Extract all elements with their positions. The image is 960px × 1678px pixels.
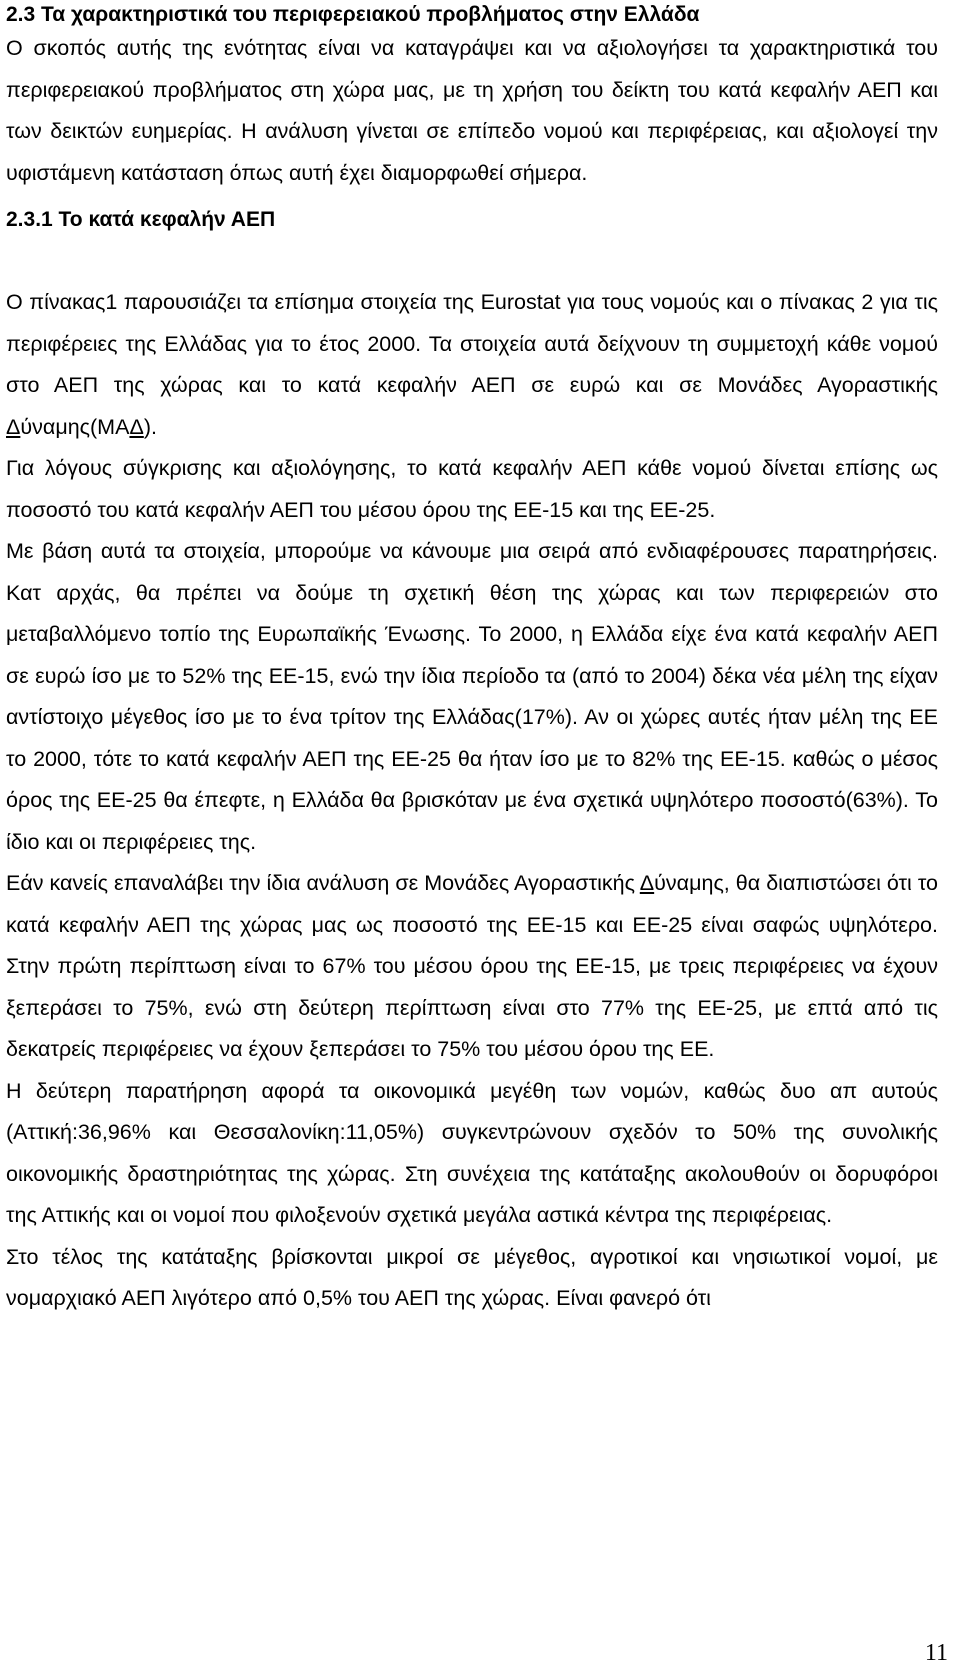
paragraph-6: Στο τέλος της κατάταξης βρίσκονται μικροί σε μέγεθος, αγροτικοί και νησιωτικοί νομοί, με νομαρχιακό ΑΕΠ λιγότερο από 0,5% του ΑΕΠ της χώρας. Είναι φανερό ότι <box>6 1244 938 1310</box>
paragraph-2: Για λόγους σύγκρισης και αξιολόγησης, το κατά κεφαλήν ΑΕΠ κάθε νομού δίνεται επίσης ως ποσοστό του κατά κεφαλήν ΑΕΠ του μέσου όρου της ΕΕ-15 και της ΕΕ-25. <box>6 456 938 522</box>
subsection-title: 2.3.1 Το κατά κεφαλήν ΑΕΠ <box>6 208 276 231</box>
paragraph-4-underlined: Δ <box>639 871 655 895</box>
paragraph-3: Με βάση αυτά τα στοιχεία, μπορούμε να κάνουμε μια σειρά από ενδιαφέρουσες παρατηρήσεις. Κατ αρχάς, θα πρέπει να δούμε τη σχετική θέση της χώρας και των περιφερειών στο μεταβαλλόμενο τοπίο της Ευρωπαϊκής Ένωσης. Το 2000, η Ελλάδα είχε ένα κατά κεφαλήν ΑΕΠ σε ευρώ ίσο με το 52% της ΕΕ-15, ενώ την ίδια περίοδο τα (από το 2004) δέκα νέα μέλη της είχαν αντίστοιχο μέγεθος ίσο με το ένα τρίτον της Ελλάδας(17%). Αν οι χώρες αυτές ήταν μέλη της ΕΕ το 2000, τότε το κατά κεφαλήν ΑΕΠ της ΕΕ-25 θα ήταν ίσο με το 82% της ΕΕ-15. καθώς ο μέσος όρος της ΕΕ-25 θα έπεφτε, η Ελλάδα θα βρισκόταν με ένα σχετικά υψηλότερο ποσοστό(63%). Το ίδιο και οι περιφέρειες της. <box>6 539 938 854</box>
paragraph-5: Η δεύτερη παρατήρηση αφορά τα οικονομικά μεγέθη των νομών, καθώς δυο απ αυτούς (Αττική:36,96% και Θεσσαλονίκη:11,05%) συγκεντρώνουν σχεδόν το 50% της συνολικής οικονομικής δραστηριότητας της χώρας. Στη συνέχεια της κατάταξης ακολουθούν οι δορυφόροι της Αττικής και οι νομοί που φιλοξενούν σχετικά μεγάλα αστικά κέντρα της περιφέρειας. <box>6 1078 938 1227</box>
document-page <box>6 0 938 1320</box>
section-title: 2.3 Τα χαρακτηριστικά του περιφερειακού προβλήματος στην Ελλάδα <box>6 3 700 26</box>
paragraph-1-text: Ο πίνακας1 παρουσιάζει τα επίσημα στοιχεία της Eurostat για τους νομούς και ο πίνακας 2 για τις περιφέρειες της Ελλάδας για το έτος 2000. Τα στοιχεία αυτά δείχνουν τη συμμετοχή κάθε νομού στο ΑΕΠ της χώρας και το κατά κεφαλήν ΑΕΠ σε ευρώ και σε Μονάδες Αγοραστικής <box>6 290 938 397</box>
paragraph-4 <box>6 863 938 1071</box>
paragraph-1 <box>6 282 938 448</box>
intro-paragraph: Ο σκοπός αυτής της ενότητας είναι να καταγράψει και να αξιολογήσει τα χαρακτηριστικά του περιφερειακού προβλήματος στη χώρα μας, με τη χρήση του δείκτη του κατά κεφαλήν ΑΕΠ και των δεικτών ευημερίας. Η ανάλυση γίνεται σε επίπεδο νομού και περιφέρειας, και αξιολογεί την υφιστάμενη κατάσταση όπως αυτή έχει διαμορφωθεί σήμερα. <box>6 36 938 185</box>
paragraph-4-text: Εάν κανείς επαναλάβει την ίδια ανάλυση σε Μονάδες Αγοραστικής <box>6 871 640 895</box>
paragraph-1-underlined-2: Δ <box>129 414 144 439</box>
paragraph-1-end: ). <box>143 414 157 439</box>
paragraph-4-end: ύναμης, θα διαπιστώσει ότι το κατά κεφαλήν ΑΕΠ της χώρας μας ως ποσοστό της ΕΕ-15 και ΕΕ-25 είναι σαφώς υψηλότερο. Στην πρώτη περίπτωση είναι το 67% του μέσου όρου της ΕΕ-15, με τρεις περιφέρειες να έχουν ξεπεράσει το 75%, ενώ στη δεύτερη περίπτωση είναι στο 77% της ΕΕ-25, με επτά από τις δεκατρείς περιφέρειες να έχουν ξεπεράσει το 75% του μέσου όρου της ΕΕ. <box>6 871 938 1061</box>
page-number: 11 <box>924 1640 948 1666</box>
paragraph-1-middle: ύναμης(ΜΑ <box>20 414 130 439</box>
paragraph-1-underlined: Δ <box>6 414 21 439</box>
